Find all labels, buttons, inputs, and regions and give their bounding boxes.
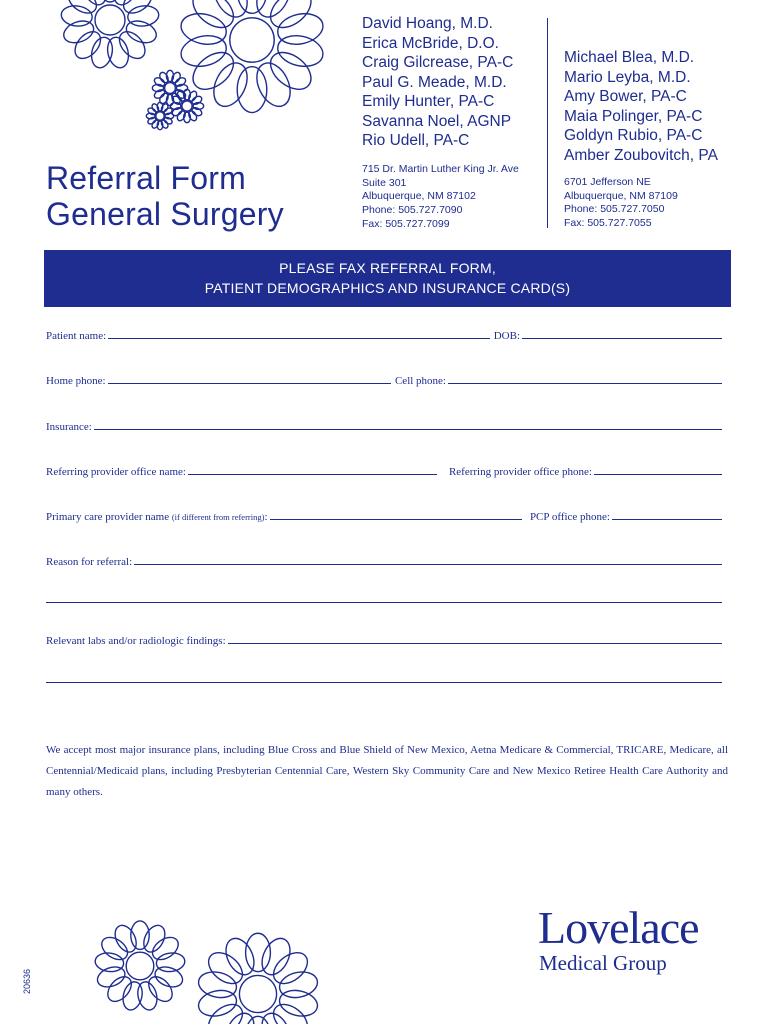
daisy-icon — [94, 921, 186, 1012]
insurance-acceptance-note: We accept most major insurance plans, including Blue Cross and Blue Shield of New Mexico, Aetna Medicare & Commercial, TRICARE, Medicare, all Centennial/Medicaid plans, including Presbyterian Centennial Care, Western Sky Community Care and New Mexico Retiree Health Care Authority and many others. — [46, 744, 728, 798]
provider-name: Maia Polinger, PA-C — [564, 107, 703, 125]
referring-office-row — [46, 466, 726, 478]
reason-continuation-field[interactable] — [46, 602, 722, 603]
phone-row — [46, 375, 726, 387]
insurance-row — [46, 421, 726, 433]
address-line: Phone: 505.727.7090 — [362, 204, 463, 217]
labs-label: Relevant labs and/or radiologic findings: — [46, 635, 226, 647]
cell-phone-field[interactable] — [448, 382, 722, 384]
address-line: Fax: 505.727.7055 — [564, 217, 652, 230]
labs-field[interactable] — [228, 642, 722, 644]
daisy-icon — [60, 0, 160, 70]
reason-row — [46, 556, 726, 568]
provider-name: Craig Gilcrease, PA-C — [362, 54, 514, 71]
form-title — [46, 160, 284, 232]
referring-office-name-field[interactable] — [188, 473, 437, 475]
labs-continuation-field[interactable] — [46, 682, 722, 683]
labs-row — [46, 635, 726, 647]
daisy-icon — [146, 102, 173, 129]
title-line-2: General Surgery — [46, 196, 284, 232]
daisy-icon — [196, 933, 320, 1024]
address-block-left — [362, 163, 519, 232]
referring-office-name-label: Referring provider office name: — [46, 466, 186, 478]
home-phone-label: Home phone: — [46, 375, 106, 387]
pcp-row — [46, 511, 726, 523]
patient-name-row — [46, 330, 726, 342]
banner-line-2: PATIENT DEMOGRAPHICS AND INSURANCE CARD(S) — [204, 280, 571, 296]
referring-office-phone-field[interactable] — [594, 473, 722, 475]
referring-office-phone-label: Referring provider office phone: — [448, 466, 592, 478]
daisy-flowers-bottom-decoration — [0, 914, 360, 1024]
provider-divider — [547, 18, 548, 228]
reason-label: Reason for referral: — [46, 556, 133, 568]
provider-name: Emily Hunter, PA-C — [362, 93, 495, 110]
provider-name: Michael Blea, M.D. — [564, 49, 695, 66]
address-line: Phone: 505.727.7050 — [564, 203, 665, 216]
banner-line-1: PLEASE FAX REFERRAL FORM, — [279, 260, 496, 276]
pcp-name-label — [46, 511, 268, 523]
reason-field[interactable] — [134, 563, 722, 565]
pcp-name-label-text: Primary care provider name — [46, 511, 172, 523]
provider-name: Paul G. Meade, M.D. — [362, 73, 507, 91]
provider-name: Amy Bower, PA-C — [564, 88, 687, 105]
pcp-phone-label: PCP office phone: — [529, 511, 610, 523]
insurance-field[interactable] — [94, 428, 722, 430]
provider-name: Amber Zoubovitch, PA — [564, 146, 718, 164]
pcp-phone-field[interactable] — [612, 518, 722, 520]
form-number: 20636 — [22, 968, 32, 994]
providers-list-right — [564, 48, 718, 165]
insurance-label: Insurance: — [46, 421, 92, 433]
address-line: 6701 Jefferson NE — [564, 176, 651, 188]
pcp-name-colon: : — [264, 511, 268, 523]
providers-list-left — [362, 14, 513, 151]
provider-name: Mario Leyba, M.D. — [564, 68, 691, 86]
provider-name: Goldyn Rubio, PA-C — [564, 127, 703, 144]
lovelace-logo: Lovelace — [538, 902, 699, 953]
address-line: Albuquerque, NM 87102 — [362, 190, 476, 203]
dob-label: DOB: — [493, 330, 520, 342]
dob-field[interactable] — [522, 337, 722, 339]
address-line: 715 Dr. Martin Luther King Jr. Ave — [362, 163, 519, 175]
title-line-1: Referral Form — [46, 160, 246, 196]
address-line: Suite 301 — [362, 176, 407, 189]
lovelace-logo-subtitle: Medical Group — [539, 951, 667, 975]
address-block-right — [564, 176, 678, 231]
cell-phone-label: Cell phone: — [394, 375, 446, 387]
provider-name: Rio Udell, PA-C — [362, 132, 470, 149]
address-line: Albuquerque, NM 87109 — [564, 189, 678, 202]
provider-name: Savanna Noel, AGNP — [362, 112, 512, 130]
daisy-flowers-top-decoration — [0, 0, 340, 140]
provider-name: Erica McBride, D.O. — [362, 34, 499, 52]
patient-name-field[interactable] — [108, 337, 490, 339]
fax-instructions-banner — [44, 250, 731, 307]
home-phone-field[interactable] — [108, 382, 391, 384]
provider-name: David Hoang, M.D. — [362, 15, 493, 32]
patient-name-label: Patient name: — [46, 330, 107, 342]
pcp-name-note: (if different from referring) — [171, 512, 265, 522]
pcp-name-field[interactable] — [270, 518, 522, 520]
address-line: Fax: 505.727.7099 — [362, 217, 450, 230]
daisy-icon — [178, 0, 326, 113]
